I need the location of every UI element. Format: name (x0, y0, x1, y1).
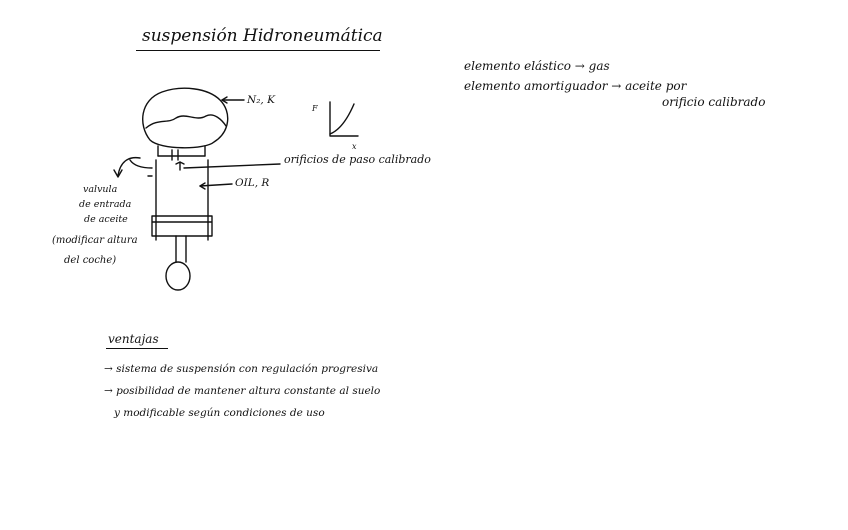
note-elastic-element: elemento elástico → gas (464, 59, 610, 73)
gas-sphere (143, 88, 228, 147)
note-damping-element-continued: orificio calibrado (662, 95, 766, 109)
fx-graph-curve (330, 104, 354, 134)
valve-label-line: valvula (83, 184, 118, 195)
valve-label-line: de aceite (84, 214, 128, 225)
oil-inlet (130, 160, 152, 176)
graph-x-label: x (352, 142, 357, 151)
note-damping-element: elemento amortiguador → aceite por (464, 79, 687, 93)
title-underline (136, 50, 380, 51)
piston-rod (176, 236, 186, 262)
fx-graph-axes (330, 102, 358, 136)
orifice-marks (172, 150, 178, 160)
advantage-item: → posibilidad de mantener altura constante al suelo (104, 385, 381, 397)
cylinder-body (156, 160, 208, 240)
valve-label-line: (modificar altura (52, 235, 138, 246)
graph-y-label: F (312, 104, 318, 113)
piston (152, 216, 212, 236)
label-nitrogen-stiffness: N₂, K (247, 94, 275, 106)
orifices-arrow (184, 164, 280, 168)
advantage-item: → sistema de suspensión con regulación progresiva (104, 363, 379, 375)
valve-label-line: del coche) (64, 255, 117, 266)
page-title: suspensión Hidroneumática (142, 26, 383, 46)
rod-eye (166, 262, 190, 290)
advantages-heading: ventajas (108, 332, 159, 346)
valve-arrow (118, 158, 140, 176)
label-calibrated-orifices: orificios de paso calibrado (284, 153, 431, 166)
label-oil-damping: OIL, R (235, 177, 270, 189)
diaphragm (146, 115, 226, 128)
oil-arrow (200, 184, 232, 186)
valve-label-line: de entrada (79, 199, 132, 210)
advantage-item: y modificable según condiciones de uso (114, 407, 325, 419)
advantages-underline (106, 348, 168, 349)
